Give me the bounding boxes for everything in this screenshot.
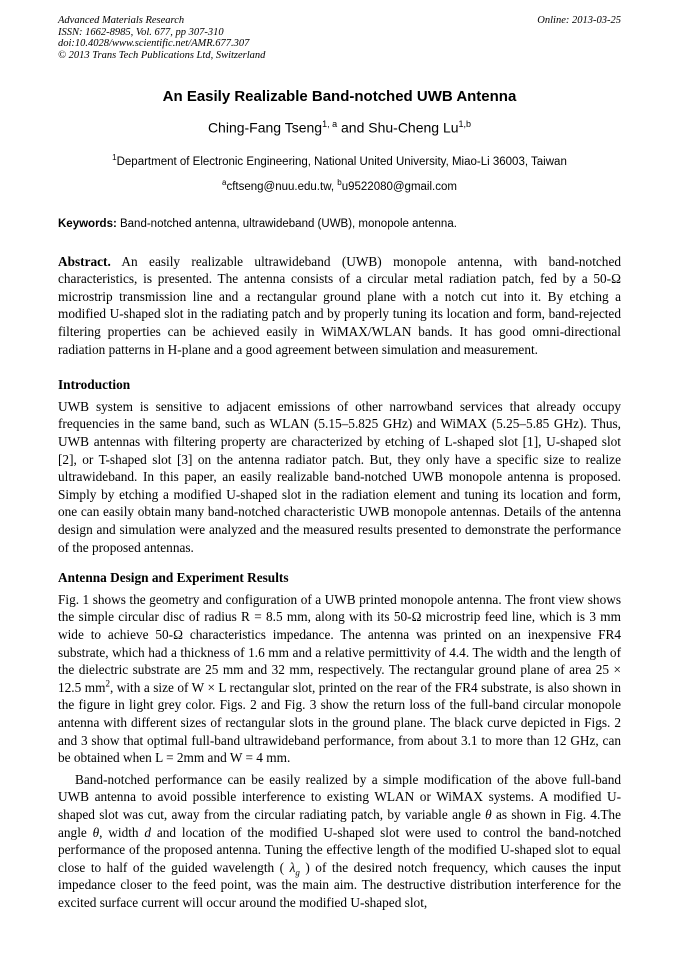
squared-superscript: 2	[105, 678, 110, 689]
keywords-label: Keywords:	[58, 217, 117, 230]
affiliation-superscript: 1	[112, 153, 117, 163]
lambda-g-subscript: g	[295, 867, 300, 878]
antenna-design-paragraph-1	[58, 591, 621, 767]
author-2-superscript: 1,b	[458, 119, 472, 130]
author-2-name: Shu-Cheng Lu	[368, 120, 459, 137]
affiliation-text: Department of Electronic Engineering, National United University, Miao-Li 36003, Taiwan	[116, 155, 567, 168]
theta-symbol: θ	[92, 824, 100, 840]
keywords-text: Band-notched antenna, ultrawideband (UWB), monopole antenna.	[116, 217, 457, 230]
width-d-symbol: d	[144, 824, 152, 840]
introduction-paragraph: UWB system is sensitive to adjacent emissions of other narrowband services that already occupy frequencies in the same band, such as WLAN (5.15–5.825 GHz) and WiMAX (5.25–5.85 GHz). Thus, UWB antennas with filtering property are characterized by etching of L-shaped slot [1], U-shaped slot [2], or T-shaped slot [3] on the antenna radiator patch. But, they only have a specific size to realize ultrawideband. In this paper, an easily realizable band-notched UWB monopole antenna is proposed. Simply by etching a modified U-shaped slot in the radiation element and tuning its location and form, one can easily obtain many band-notched characteristic UWB monopole antennas. Details of the antenna design and simulation were analyzed and the measured results presented to demonstrate the performance of the proposed antennas.	[58, 398, 621, 555]
email-a: cftseng@nuu.edu.tw,	[226, 180, 338, 193]
author-1-name: Ching-Fang Tseng	[207, 120, 323, 137]
issn-volume-line: ISSN: 1662-8985, Vol. 677, pp 307-310	[58, 26, 224, 38]
doi-line: doi:10.4028/www.scientific.net/AMR.677.307	[58, 38, 250, 50]
section-heading-introduction: Introduction	[58, 377, 131, 393]
theta-symbol: θ	[485, 806, 492, 822]
antenna-p2-text-d: and location of the modified U-shaped slot were used to control the band-notched performance of the proposed antenna. Tuning the effective length of the modified U-shaped slot to equal close to half of the guided wavelength (	[58, 824, 621, 875]
author-1-superscript: 1, a	[322, 119, 338, 130]
copyright-line: © 2013 Trans Tech Publications Ltd, Switzerland	[58, 49, 266, 61]
affiliation-line	[58, 151, 621, 169]
antenna-design-paragraph-2	[58, 771, 621, 912]
email-b-superscript: b	[337, 177, 342, 187]
authors-line	[58, 116, 621, 136]
antenna-p1-text-b: , with a size of W × L rectangular slot, printed on the rear of the FR4 substrate, is also shown in the figure in light grey color. Figs. 2 and Fig. 3 show the return loss of the full-band circular monopole antenna with different sizes of rectangular slots in the ground plane. The black curve depicted in Figs. 2 and 3 show that optimal full-band ultrawideband performance, from about 3.1 to more than 12 GHz, can be obtained when L = 2mm and W = 4 mm.	[58, 679, 622, 766]
abstract-paragraph	[58, 253, 621, 359]
paper-title: An Easily Realizable Band-notched UWB Antenna	[162, 88, 517, 106]
email-b: u9522080@gmail.com	[341, 180, 457, 193]
antenna-p2-text-e: ) of the desired notch frequency, which causes the input impedance closer to the feed point, was the main aim. The destructive distribution interference for the excited surface current will occur around the modified U-shaped slot,	[58, 859, 621, 910]
authors-joiner: and	[337, 120, 369, 137]
keywords-line	[58, 218, 621, 231]
antenna-p1-text-a: Fig. 1 shows the geometry and configuration of a UWB printed monopole antenna. The front view shows the simple circular disc of radius R = 8.5 mm, along with its 50-Ω microstrip feed line, which is 3 mm wide to achieve 50-Ω characteristics impedance. The antenna was printed on an inexpensive FR4 substrate, which had a thickness of 1.6 mm and a relative permittivity of 4.4. The width and the length of the dielectric substrate are 25 mm and 32 mm, respectively. The rectangular ground plane of area 25 × 12.5 mm	[58, 591, 621, 695]
email-a-superscript: a	[222, 177, 227, 187]
antenna-p2-text-c: , width	[99, 824, 145, 840]
abstract-label: Abstract.	[58, 253, 111, 269]
online-date: Online: 2013-03-25	[537, 15, 621, 26]
publication-header	[58, 15, 621, 61]
abstract-text: An easily realizable ultrawideband (UWB) monopole antenna, with band-notched characteristics, is presented. The antenna consists of a circular metal radiation patch, fed by a 50-Ω microstrip transmission line and a rectangular ground plane with a notch cut into it. By etching a modified U-shaped slot in the radiating patch and by properly tuning its location and form, band-rejected filtering properties can be achieved easily in WiMAX/WLAN bands. It has good omni-directional radiation patterns in H-plane and a good agreement between simulation and measurement.	[58, 253, 621, 357]
lambda-symbol: λ	[289, 859, 296, 875]
publication-info	[58, 15, 265, 61]
antenna-p2-text-a: Band-notched performance can be easily realized by a simple modification of the above full-band UWB antenna to avoid possible interference to existing WLAN or WiMAX systems. A modified U-shaped slot was cut, away from the circular radiating patch, by variable angle	[58, 771, 621, 822]
journal-name: Advanced Materials Research	[58, 15, 185, 26]
section-heading-antenna-design: Antenna Design and Experiment Results	[58, 570, 289, 586]
antenna-p2-text-b: as shown in Fig. 4.The angle	[58, 806, 621, 840]
emails-line	[58, 176, 621, 194]
